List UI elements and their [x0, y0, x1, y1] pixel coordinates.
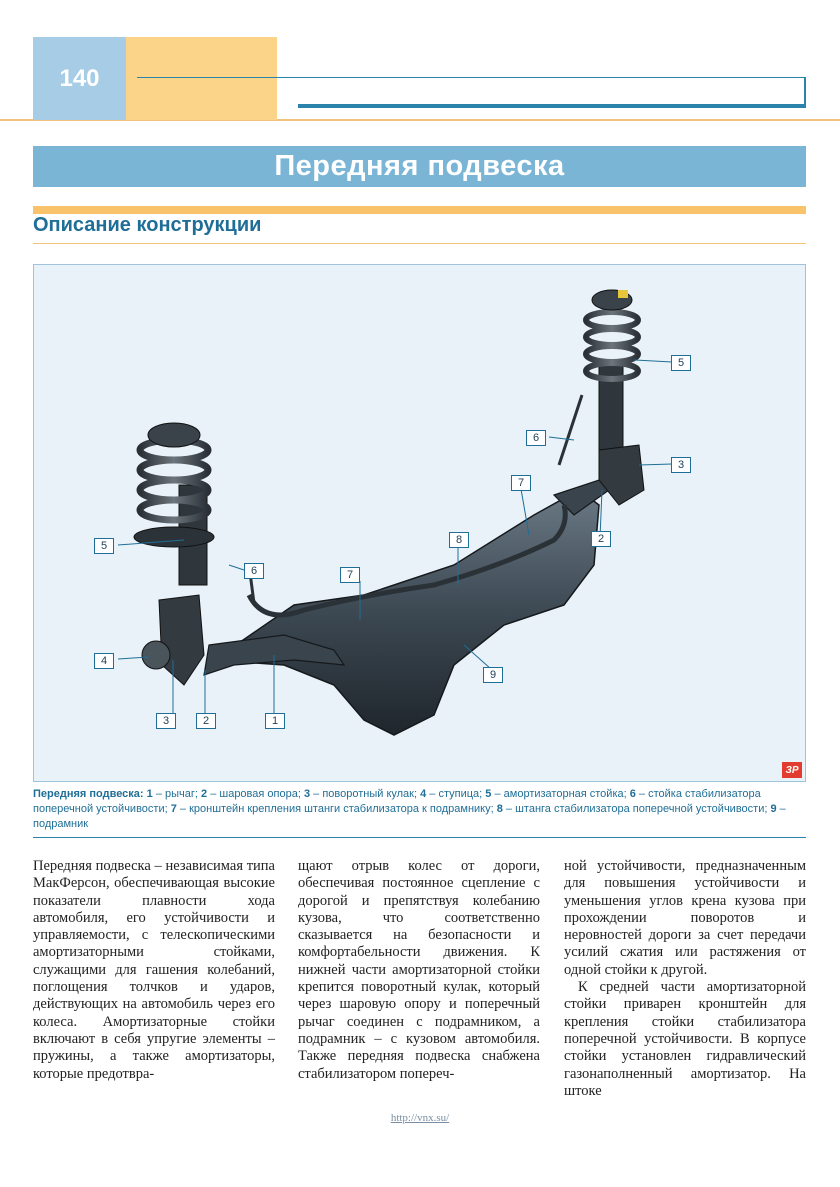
caption-item: 4 – ступица;	[420, 788, 483, 800]
callout-3-left: 3	[156, 713, 176, 729]
caption-item: 2 – шаровая опора;	[201, 788, 301, 800]
header-line-bottom	[298, 104, 806, 108]
spring-seat-left	[134, 527, 214, 547]
page-number-box	[33, 37, 126, 120]
body-column-2	[298, 858, 540, 1083]
callout-7-right: 7	[511, 475, 531, 491]
caption-item: 7 – кронштейн крепления штанги стабилизатора к подрамнику;	[170, 803, 494, 815]
callout-1: 1	[265, 713, 285, 729]
chapter-title-bar	[33, 146, 806, 187]
knuckle-left	[159, 595, 204, 685]
strut-right-cap	[618, 290, 628, 298]
hub-left	[142, 641, 170, 669]
callout-3-right: 3	[671, 457, 691, 473]
knuckle-right	[599, 445, 644, 505]
caption-item: 1 – рычаг;	[146, 788, 198, 800]
header-line-top	[137, 77, 805, 78]
caption-rule	[33, 837, 806, 838]
callout-7-left: 7	[340, 567, 360, 583]
callout-5-left: 5	[94, 538, 114, 554]
body-column-3	[564, 858, 806, 1100]
body-column-1	[33, 858, 275, 1083]
callout-6-left: 6	[244, 563, 264, 579]
footer-link[interactable]: http://vnx.su/	[390, 1112, 450, 1124]
figure-caption	[33, 787, 806, 832]
caption-item: 9 – подрамник	[33, 803, 786, 830]
callout-6-right: 6	[526, 430, 546, 446]
body-paragraph: К средней части амортизаторной стойки приварен кронштейн для крепления стойки стабилизатора поперечной устойчивости. В корпусе стойки установлен гидравлический газонаполненный амортизатор. На штоке	[564, 979, 806, 1099]
section-title: Описание конструкции	[33, 214, 262, 236]
callout-9: 9	[483, 667, 503, 683]
caption-item: 5 – амортизаторная стойка;	[485, 788, 627, 800]
suspension-illustration	[34, 265, 806, 782]
chapter-title: Передняя подвеска	[274, 150, 565, 182]
stabilizer-link-right	[559, 395, 582, 465]
callout-5-right: 5	[671, 355, 691, 371]
body-paragraph: щают отрыв колес от дороги, обеспечивая постоянное сцепление с дорогой и препятствуя колебанию кузова, что соответственно сказывается на безопасности и комфортабельности движения. К нижней части амортизаторной стойки крепится поворотный кулак, который через шаровую опору и поперечный рычаг соединен с подрамником, а подрамник – с кузовом автомобиля. Также передняя подвеска снабжена стабилизатором попереч-	[298, 858, 540, 1082]
header-line-right	[804, 77, 806, 108]
suspension-figure	[33, 264, 806, 782]
caption-item: 8 – штанга стабилизатора поперечной устойчивости;	[496, 803, 768, 815]
callout-4: 4	[94, 653, 114, 669]
callout-8: 8	[449, 532, 469, 548]
callout-2-right: 2	[591, 531, 611, 547]
page-number: 140	[59, 64, 100, 92]
caption-item: 6 – стойка стабилизатора поперечной устойчивости;	[33, 788, 761, 815]
section-bar	[33, 206, 806, 214]
caption-lead: Передняя подвеска:	[33, 788, 144, 800]
publisher-logo: ЗР	[782, 762, 802, 778]
caption-item: 3 – поворотный кулак;	[303, 788, 418, 800]
callout-2-left: 2	[196, 713, 216, 729]
strut-left-top-mount	[148, 423, 200, 447]
body-paragraph: ной устойчивости, предназначенным для повышения устойчивости и уменьшения углов крена кузова при прохождении поворотов и неровностей дороги за счет передачи усилий сжатия или растяжения от одной стойки к другой.	[564, 858, 806, 978]
section-underline	[33, 243, 806, 244]
header-accent-block	[126, 37, 277, 120]
body-paragraph: Передняя подвеска – независимая типа МакФерсон, обеспечивающая высокие показатели плавности хода автомобиля, его устойчивости и управляемости, с телескопическими амортизаторными стойками, служащими для гашения колебаний, поглощения толчков и ударов, действующих на автомобиль через его колеса. Амортизаторные стойки включают в себя упругие элементы – пружины, а также амортизаторы, которые предотвра-	[33, 858, 275, 1082]
